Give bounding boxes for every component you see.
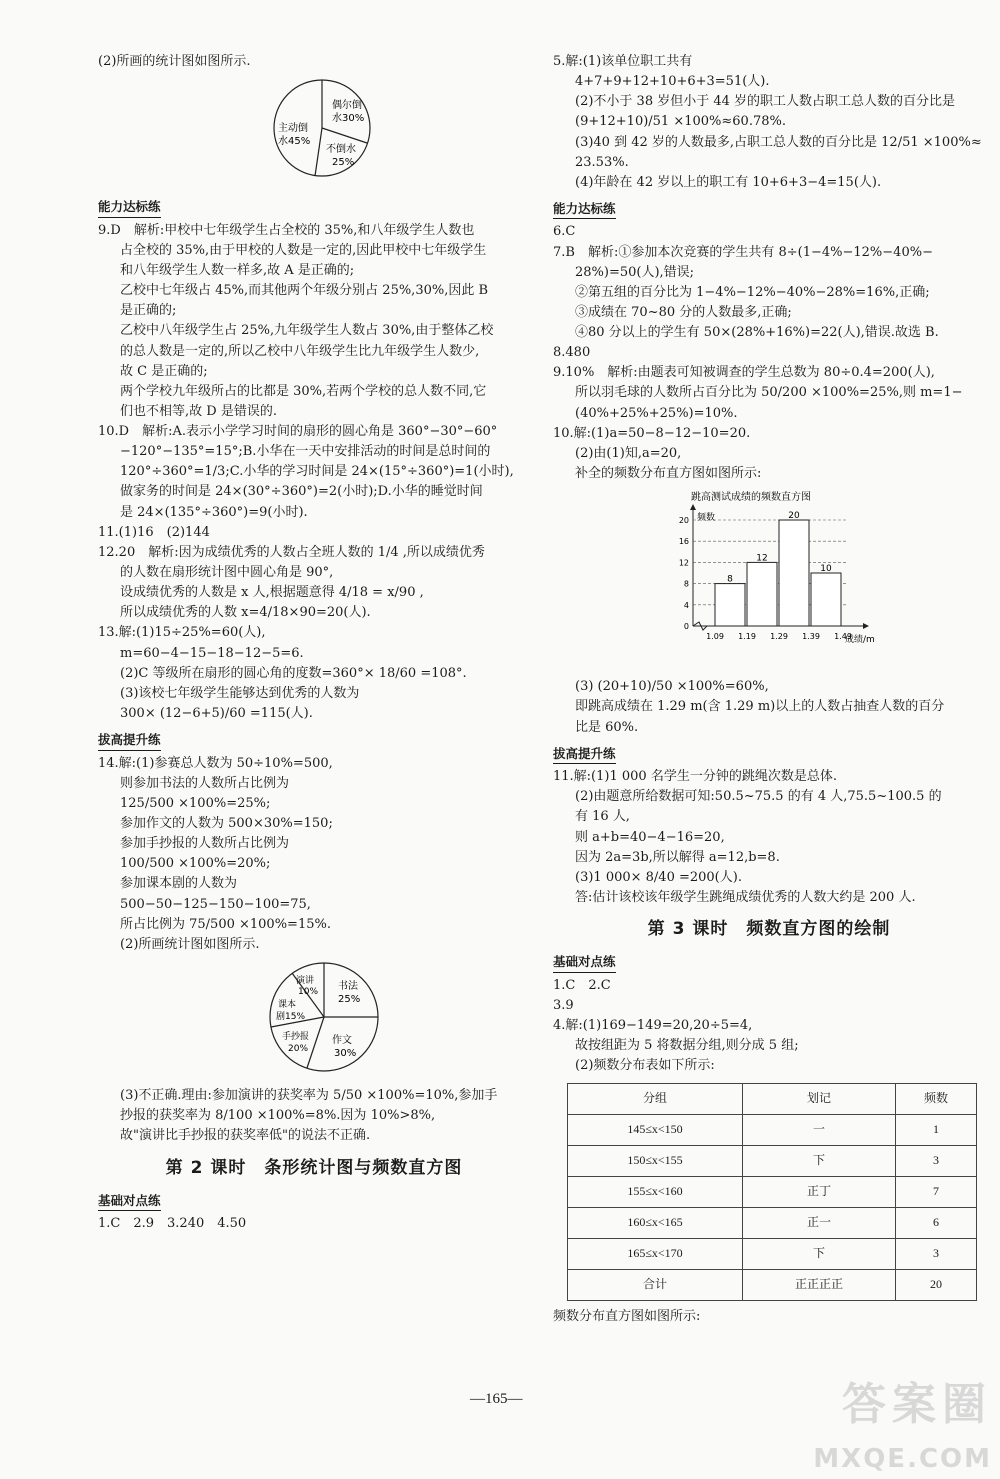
text-line: (9+12+10)/51 ×100%≈60.78%.: [575, 114, 786, 130]
text-line: 9.D 解析:甲校中七年级学生占全校的 35%,和八年级学生人数也: [98, 222, 475, 238]
frequency-table: [567, 1083, 977, 1301]
answer-8: 8.480: [553, 345, 591, 361]
bar-value-label: 12: [756, 553, 768, 564]
pie-label: 手抄报: [282, 1031, 310, 1042]
text-line: 抄报的获奖率为 8/100 ×100%=8%.因为 10%>8%,: [120, 1108, 436, 1124]
bar-value-label: 10: [820, 564, 832, 575]
histogram-bar: [779, 520, 809, 626]
text-line: −120°−135°=15°;B.小华在一天中安排活动的时间是总时间的: [120, 444, 491, 460]
table-header-row: [568, 1083, 977, 1114]
text-line: m=60−4−15−18−12−5=6.: [120, 645, 304, 661]
table-row: [568, 1238, 977, 1269]
pie-label: 偶尔倒: [332, 100, 362, 112]
text-line: 参加课本剧的人数为: [120, 876, 238, 892]
text-line: 两个学校九年级所占的比都是 30%,若两个学校的总人数不同,它: [120, 383, 487, 399]
histogram-svg: [663, 488, 893, 666]
text-line: 有 16 人,: [575, 809, 630, 825]
text-line: 参加作文的人数为 500×30%=150;: [120, 815, 333, 831]
table-cell: 150≤x<155: [568, 1145, 743, 1176]
text-line: 故按组距为 5 将数据分组,则分成 5 组;: [575, 1038, 799, 1054]
pie-label: 书法: [338, 980, 358, 992]
text-line: 14.解:(1)参赛总人数为 50÷10%=500,: [98, 755, 333, 771]
page-number: —165—: [470, 1391, 523, 1407]
table-row: [568, 1269, 977, 1300]
answer-10: [553, 424, 985, 484]
y-tick-label: 20: [678, 516, 689, 526]
frequency-table-body: [568, 1083, 977, 1300]
text-line: (3)40 到 42 岁的人数最多,占职工总人数的百分比是 12/51 ×100%≈: [575, 134, 982, 150]
text-line: (2)所画统计图如图所示.: [120, 936, 260, 952]
answer-11: 11.(1)16 (2)144: [98, 524, 210, 540]
answer-14-part3: [98, 1086, 530, 1146]
table-cell: 正一: [743, 1207, 896, 1238]
pie-label: 30%: [334, 1047, 357, 1059]
text-line: 频数分布直方图如图所示:: [553, 1308, 701, 1324]
table-cell: 下: [743, 1238, 896, 1269]
text-line: (40%+25%+25%)=10%.: [575, 405, 738, 421]
text-line: 占全校的 35%,由于甲校的人数是一定的,因此甲校中七年级学生: [120, 242, 487, 258]
bar-value-label: 20: [788, 511, 800, 522]
text-line: 9.10% 解析:由题表可知被调查的学生总数为 80÷0.4=200(人),: [553, 365, 935, 381]
section-heading: 基础对点练: [553, 952, 616, 972]
text-line: 设成绩优秀的人数是 x 人,根据题意得 4/18 = x/90 ,: [120, 585, 424, 601]
text-line: (2)由题意所给数据可知:50.5~75.5 的有 4 人,75.5~100.5 的: [575, 789, 942, 805]
table-cell: 分组: [568, 1083, 743, 1114]
section-heading: 能力达标练: [553, 199, 616, 219]
table-cell: 20: [895, 1269, 976, 1300]
watermark-url: MXQE.COM: [813, 1444, 992, 1475]
pie-chart-activities: [98, 959, 530, 1082]
answers-1-2: 1.C 2.C: [553, 977, 611, 993]
text-line: (2)所画的统计图如图所示.: [98, 54, 251, 69]
text-line: 答:估计该校该年级学生跳绳成绩优秀的人数大约是 200 人.: [575, 889, 916, 905]
pie-chart-water: [98, 76, 530, 187]
text-line: ③成绩在 70~80 分的人数最多,正确;: [575, 304, 792, 320]
text-line: 11.解:(1)1 000 名学生一分钟的跳绳次数是总体.: [553, 769, 837, 785]
answer-10-part3: [553, 677, 985, 737]
left-column: [98, 52, 530, 1234]
pie-label: 10%: [298, 986, 319, 997]
text-line: (3)该校七年级学生能够达到优秀的人数为: [120, 685, 360, 701]
pie-label: 剧15%: [276, 1011, 306, 1022]
y-tick-label: 12: [678, 558, 689, 568]
table-cell: 合计: [568, 1269, 743, 1300]
x-tick-label: 1.29: [770, 632, 788, 642]
answer-12: [98, 543, 530, 624]
text-line: 和八年级学生人数一样多,故 A 是正确的;: [120, 262, 355, 278]
pie-label: 水45%: [278, 136, 311, 148]
y-tick-label: 8: [683, 579, 689, 589]
y-tick-label: 4: [683, 600, 689, 610]
text-line: 故"演讲比手抄报的获奖率低"的说法不正确.: [120, 1128, 371, 1144]
table-cell: 下: [743, 1145, 896, 1176]
text-line: 是正确的;: [120, 303, 177, 319]
lesson-heading: 第 3 课时 频数直方图的绘制: [647, 919, 891, 940]
text-line: 所占比例为 75/500 ×100%=15%.: [120, 916, 331, 932]
text-line: (2)由(1)知,a=20,: [575, 445, 682, 461]
text-line: 500−50−125−150−100=75,: [120, 896, 311, 912]
text-line: 所以成绩优秀的人数 x=4/18×90=20(人).: [120, 605, 371, 621]
table-cell: 145≤x<150: [568, 1114, 743, 1145]
text-line: 300× (12−6+5)/60 =115(人).: [120, 706, 313, 722]
text-line: 120°÷360°=1/3;C.小华的学习时间是 24×(15°÷360°)=1(小时),: [120, 464, 514, 480]
table-cell: 正正正正: [743, 1269, 896, 1300]
bar-value-label: 8: [727, 574, 733, 585]
table-cell: 165≤x<170: [568, 1238, 743, 1269]
text-line: 们也不相等,故 D 是错误的.: [120, 403, 277, 419]
x-axis-arrow: [863, 623, 869, 629]
text-line: 125/500 ×100%=25%;: [120, 795, 271, 811]
answer-13: [98, 623, 530, 724]
pie-label: 课本: [278, 999, 297, 1010]
text-line: 100/500 ×100%=20%;: [120, 856, 271, 872]
pie-label: 20%: [288, 1043, 309, 1054]
text-line: 比是 60%.: [575, 719, 639, 735]
section-heading: 能力达标练: [98, 197, 161, 217]
text-line: (2)C 等级所在扇形的圆心角的度数=360°× 18/60 =108°.: [120, 665, 467, 681]
lesson-heading: 第 2 课时 条形统计图与频数直方图: [165, 1157, 463, 1178]
y-axis-label: 频数: [697, 513, 716, 524]
section-heading: 拔高提升练: [98, 730, 161, 750]
table-row: [568, 1114, 977, 1145]
text-line: (3)1 000× 8/40 =200(人).: [575, 869, 742, 885]
y-axis-arrow: [690, 504, 696, 510]
text-line: 的人数在扇形统计图中圆心角是 90°,: [120, 565, 334, 581]
pie-divider: [322, 128, 367, 143]
pie-svg: [270, 76, 374, 180]
pie-label: 演讲: [296, 975, 315, 986]
text-line: 28%)=50(人),错误;: [575, 264, 695, 280]
right-column: [553, 52, 985, 1327]
table-cell: 160≤x<165: [568, 1207, 743, 1238]
table-row: [568, 1145, 977, 1176]
text-line: 补全的频数分布直方图如图所示:: [575, 466, 762, 482]
table-row: [568, 1207, 977, 1238]
pie-label: 25%: [338, 993, 361, 1005]
text-line: 4.解:(1)169−149=20,20÷5=4,: [553, 1018, 753, 1034]
text-line: (2)不小于 38 岁但小于 44 岁的职工人数占职工总人数的百分比是: [575, 94, 956, 110]
answers-1-4: 1.C 2.9 3.240 4.50: [98, 1216, 247, 1232]
table-cell: 3: [895, 1145, 976, 1176]
text-line: 是 24×(135°÷360°)=9(小时).: [120, 504, 308, 520]
histogram: [553, 488, 985, 673]
text-line: 10.解:(1)a=50−8−12−10=20.: [553, 425, 751, 441]
text-line: 乙校中八年级学生占 25%,九年级学生人数占 30%,由于整体乙校: [120, 323, 494, 339]
table-cell: 划记: [743, 1083, 896, 1114]
text-line: ④80 分以上的学生有 50×(28%+16%)=22(人),错误.故选 B.: [575, 325, 939, 341]
text-line: 所以羽毛球的人数所占百分比为 50/200 ×100%=25%,则 m=1−: [575, 385, 963, 401]
x-tick-label: 1.49: [834, 632, 852, 642]
answer-6: 6.C: [553, 224, 576, 240]
text-line: 因为 2a=3b,所以解得 a=12,b=8.: [575, 849, 780, 865]
table-cell: 频数: [895, 1083, 976, 1114]
answer-14: [98, 754, 530, 955]
text-line: 参加手抄报的人数所占比例为: [120, 836, 290, 852]
text-line: 即跳高成绩在 1.29 m(含 1.29 m)以上的人数占抽查人数的百分: [575, 699, 945, 715]
histogram-marks: [679, 504, 869, 641]
histogram-bar: [811, 573, 841, 626]
pie-divider: [315, 128, 322, 176]
histogram-bar: [715, 584, 745, 626]
text-line: 乙校中七年级占 45%,而其他两个年级分别占 25%,30%,因此 B: [120, 283, 489, 299]
text-line: 23.53%.: [575, 154, 629, 170]
text-line: (4)年龄在 42 岁以上的职工有 10+6+3−4=15(人).: [575, 174, 882, 190]
table-cell: 1: [895, 1114, 976, 1145]
pie-label: 主动倒: [278, 123, 308, 135]
answer-9: [553, 363, 985, 423]
table-row: [568, 1176, 977, 1207]
x-tick-label: 1.19: [738, 632, 756, 642]
text-line: 4+7+9+12+10+6+3=51(人).: [575, 74, 770, 90]
text-line: (3) (20+10)/50 ×100%=60%,: [575, 679, 769, 695]
table-cell: 155≤x<160: [568, 1176, 743, 1207]
answer-5: [553, 52, 985, 193]
text-line: 13.解:(1)15÷25%=60(人),: [98, 625, 266, 641]
table-cell: 正丁: [743, 1176, 896, 1207]
y-tick-label: 0: [683, 622, 689, 632]
answer-4: [553, 1016, 985, 1076]
table-cell: 一: [743, 1114, 896, 1145]
text-line: 7.B 解析:①参加本次竞赛的学生共有 8÷(1−4%−12%−40%−: [553, 244, 933, 260]
answer-9: [98, 221, 530, 422]
pie-label: 25%: [332, 157, 355, 169]
pie-label: 水30%: [332, 113, 365, 125]
text-line: 做家务的时间是 24×(30°÷360°)=2(小时);D.小华的睡觉时间: [120, 484, 483, 500]
x-axis-label: 成绩/m: [845, 635, 875, 646]
chart-title: 跳高测试成绩的频数直方图: [691, 492, 811, 504]
table-cell: 6: [895, 1207, 976, 1238]
section-heading: 基础对点练: [98, 1191, 161, 1211]
answer-7: [553, 243, 985, 344]
text-line: 的总人数是一定的,所以乙校中八年级学生比九年级学生人数少,: [120, 343, 480, 359]
watermark-text: 答案圈: [842, 1379, 992, 1430]
text-line: 5.解:(1)该单位职工共有: [553, 54, 693, 69]
text-line: 故 C 是正确的;: [120, 363, 208, 379]
answer-10: [98, 422, 530, 523]
table-cell: 7: [895, 1176, 976, 1207]
text-line: (2)频数分布表如下所示:: [575, 1058, 715, 1074]
pie-divider: [307, 1017, 324, 1068]
table-cell: 3: [895, 1238, 976, 1269]
x-tick-label: 1.09: [706, 632, 724, 642]
text-line: 则 a+b=40−4−16=20,: [575, 829, 725, 845]
text-line: (3)不正确.理由:参加演讲的获奖率为 5/50 ×100%=10%,参加手: [120, 1088, 498, 1104]
pie-label: 作文: [332, 1034, 352, 1046]
histogram-bar: [747, 563, 777, 627]
text-line: ②第五组的百分比为 1−4%−12%−40%−28%=16%,正确;: [575, 284, 930, 300]
answer-3: 3.9: [553, 997, 574, 1013]
watermark-logo: [792, 1371, 992, 1475]
x-tick-label: 1.39: [802, 632, 820, 642]
text-line: 10.D 解析:A.表示小学学习时间的扇形的圆心角是 360°−30°−60°: [98, 424, 498, 440]
pie-svg: [266, 959, 382, 1075]
y-tick-label: 16: [678, 537, 689, 547]
section-heading: 拔高提升练: [553, 744, 616, 764]
answer-11: [553, 767, 985, 908]
text-line: 则参加书法的人数所占比例为: [120, 775, 290, 791]
text-line: 12.20 解析:因为成绩优秀的人数占全班人数的 1/4 ,所以成绩优秀: [98, 544, 485, 560]
pie-label: 不倒水: [326, 144, 356, 156]
